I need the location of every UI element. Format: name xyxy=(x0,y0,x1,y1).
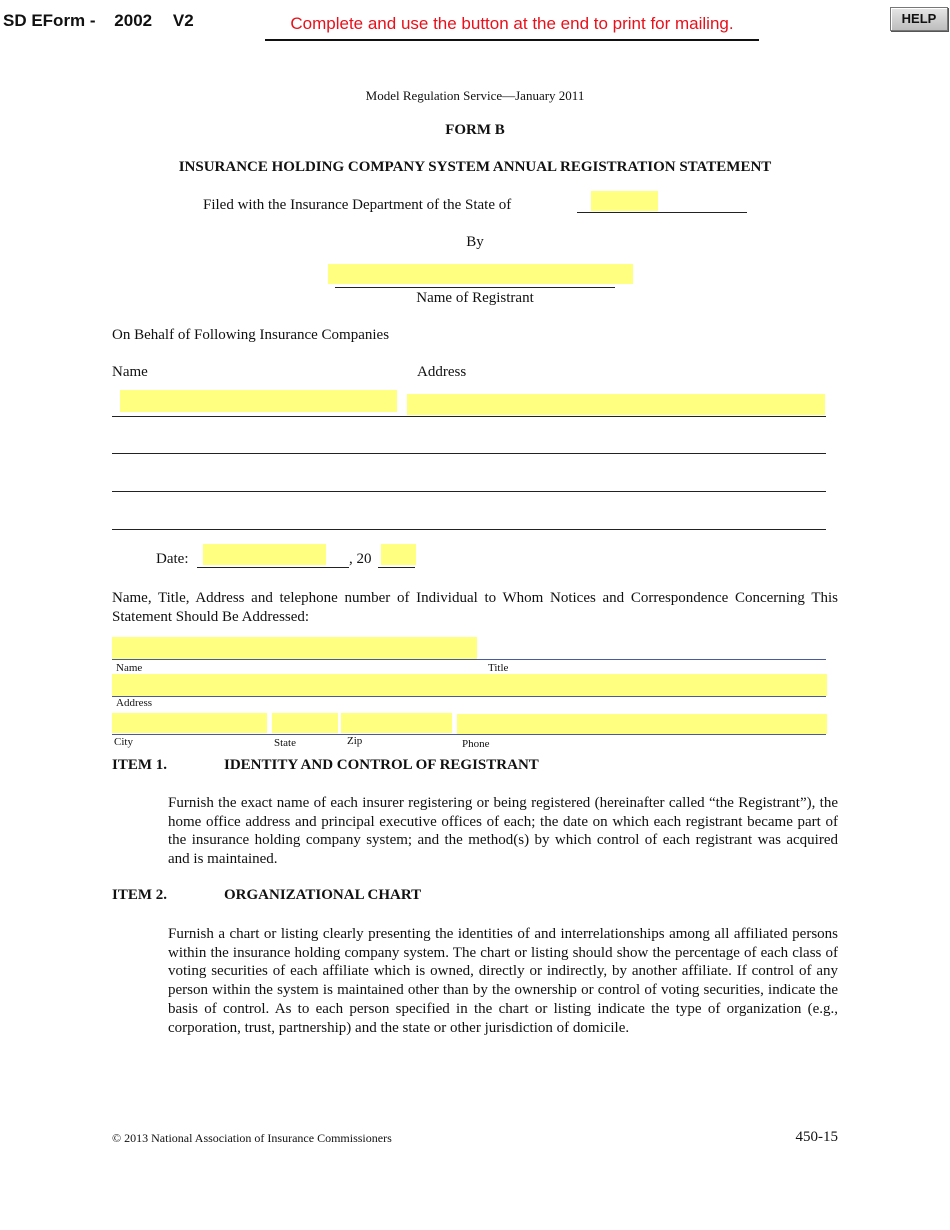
help-button[interactable]: HELP xyxy=(890,7,948,31)
contact-intro: Name, Title, Address and telephone number of Individual to Whom Notices and Correspondence Concerning This Statement Should Be Addressed: xyxy=(112,590,838,625)
year-prefix: , 20 xyxy=(349,551,372,567)
contact-phone-field[interactable] xyxy=(457,714,827,734)
state-field[interactable] xyxy=(591,191,658,211)
registrant-name-field[interactable] xyxy=(328,264,633,284)
contact-zip-field[interactable] xyxy=(341,713,452,733)
service-line: Model Regulation Service—January 2011 xyxy=(365,88,585,103)
form-year: 2002 xyxy=(114,11,153,30)
form-id-label xyxy=(3,11,194,31)
form-name: FORM B xyxy=(445,122,505,138)
state-underline xyxy=(577,212,747,213)
contact-name-line xyxy=(112,659,826,660)
date-label: Date: xyxy=(156,551,189,567)
contact-city-line xyxy=(112,734,826,735)
contact-address-line xyxy=(112,696,826,697)
name-of-registrant-label: Name of Registrant xyxy=(416,290,534,306)
page-number: 450-15 xyxy=(795,1129,838,1145)
company-line-2 xyxy=(112,453,826,454)
contact-zip-label: Zip xyxy=(347,735,363,747)
company-line-4 xyxy=(112,529,826,530)
name-column-header: Name xyxy=(112,364,148,380)
company-address-field[interactable] xyxy=(407,394,825,415)
item-1-body: Furnish the exact name of each insurer registering or being registered (hereinafter called “the Registrant”), the home office address and principal executive offices of each; the date on which each registrant became part of the insurance holding company system; and the method(s) by which control of each registrant was acquired and is maintained. xyxy=(168,795,838,868)
by-label: By xyxy=(466,234,484,250)
contact-address-label: Address xyxy=(116,697,153,709)
item-2-body: Furnish a chart or listing clearly presenting the identities of and interrelationships among all affiliated persons within the insurance holding company system. The chart or listing should show the percentage of each class of voting securities of each affiliate which is owned, directly or indirectly, by another affiliate. If control of any person within the system is maintained other than by the ownership or control of voting securities, indicate the basis of control. As to each person specified in the chart or listing indicate the type of organization (e.g., corporation, trust, partnership) and the state or other jurisdiction of domicile. xyxy=(168,926,838,1036)
year-underline xyxy=(378,567,415,568)
contact-state-label: State xyxy=(274,737,296,749)
company-line-3 xyxy=(112,491,826,492)
contact-title-label: Title xyxy=(488,662,509,674)
footer-copyright: © 2013 National Association of Insurance Commissioners xyxy=(112,1131,392,1145)
address-column-header: Address xyxy=(417,364,467,380)
item-2-number: ITEM 2. xyxy=(112,887,168,903)
company-line-1 xyxy=(112,416,826,417)
contact-city-field[interactable] xyxy=(112,713,267,733)
item-2-heading: ORGANIZATIONAL CHART xyxy=(224,887,422,903)
form-version: V2 xyxy=(172,11,194,30)
contact-phone-label: Phone xyxy=(462,738,490,750)
document-title: INSURANCE HOLDING COMPANY SYSTEM ANNUAL REGISTRATION STATEMENT xyxy=(178,159,772,175)
company-name-field[interactable] xyxy=(120,390,397,412)
on-behalf-label: On Behalf of Following Insurance Companies xyxy=(112,327,390,343)
instruction-underline xyxy=(265,39,759,41)
date-field[interactable] xyxy=(203,544,326,565)
contact-name-field[interactable] xyxy=(112,637,477,659)
date-underline xyxy=(197,567,349,568)
contact-city-label: City xyxy=(114,736,133,748)
print-instruction: Complete and use the button at the end to print for mailing. xyxy=(290,14,734,33)
item-1-number: ITEM 1. xyxy=(112,757,168,773)
form-id: SD EForm - xyxy=(3,11,96,30)
registrant-underline xyxy=(335,287,615,288)
contact-address-field[interactable] xyxy=(112,674,827,696)
contact-name-label: Name xyxy=(116,662,143,674)
year-field[interactable] xyxy=(381,544,416,565)
filed-with-label: Filed with the Insurance Department of the State of xyxy=(203,197,512,213)
item-1-heading: IDENTITY AND CONTROL OF REGISTRANT xyxy=(224,757,539,773)
contact-state-field[interactable] xyxy=(272,713,338,733)
